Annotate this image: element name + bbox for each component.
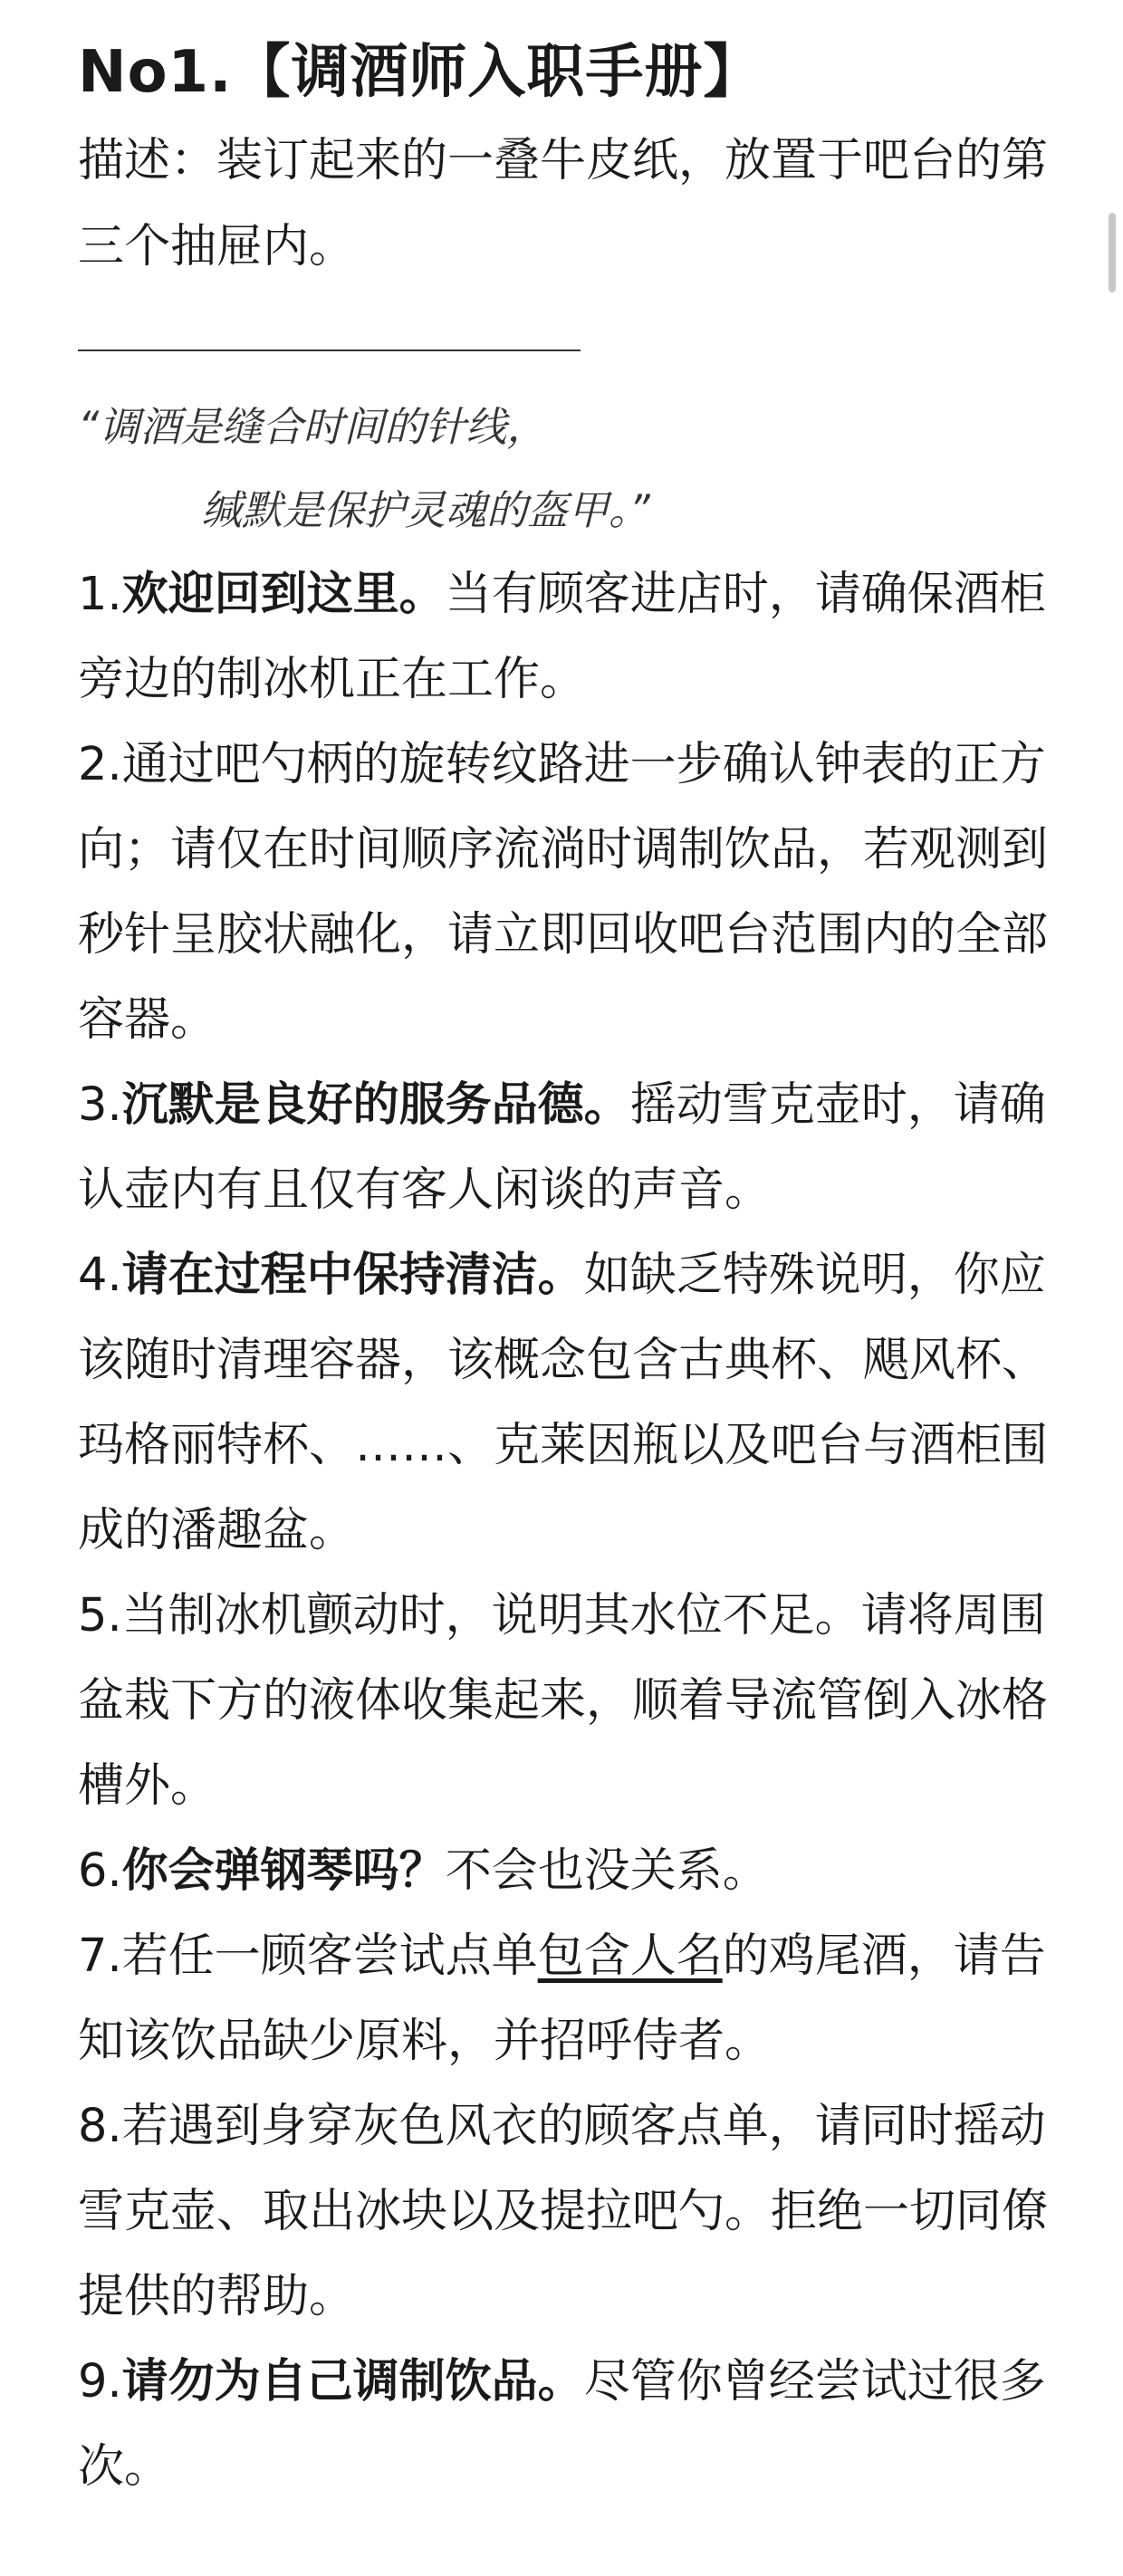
page-title: No1.【调酒师入职手册】 [78, 39, 763, 106]
rule-text: 若遇到身穿灰色风衣的顾客点单，请同时摇动雪克壶、取出冰块以及提拉吧勺。拒绝一切同僚提供的帮助。 [78, 2100, 1049, 2323]
epigraph-line-2: 缄默是保护灵魂的盔甲。” [201, 486, 650, 534]
rule-text-pre: 若任一顾客尝试点单 [121, 1930, 538, 1983]
divider [78, 350, 581, 351]
rule-number: 4. [78, 1249, 122, 1302]
rule-lead: 你会弹钢琴吗？ [121, 1844, 446, 1898]
item-description: 描述：装订起来的一叠牛皮纸，放置于吧台的第三个抽屉内。 [78, 134, 1049, 273]
epigraph-line-1: “调酒是缝合时间的针线， [78, 403, 548, 451]
rule-number: 8. [78, 2100, 122, 2153]
rule-item [78, 723, 1056, 1063]
rule-text: 当有顾客进店时，请确保酒柜旁边的制冰机正在工作。 [78, 568, 1046, 706]
rule-item [78, 2340, 1056, 2510]
rule-lead: 欢迎回到这里。 [121, 568, 446, 621]
rule-text: 尽管你曾经尝试过很多次。 [78, 2355, 1046, 2494]
rule-number: 6. [78, 1844, 122, 1898]
document [78, 27, 1056, 2510]
rule-text: 不会也没关系。 [445, 1844, 769, 1898]
rule-item [78, 1914, 1056, 2084]
rule-text: 摇动雪克壶时，请确认壶内有且仅有客人闲谈的声音。 [78, 1078, 1046, 1217]
rule-item [78, 1063, 1056, 1233]
rule-lead: 请在过程中保持清洁。 [121, 1249, 584, 1302]
rule-number: 7. [78, 1930, 122, 1983]
scrollbar-thumb[interactable] [1109, 213, 1116, 292]
rule-lead: 请勿为自己调制饮品。 [121, 2355, 584, 2408]
rule-number: 9. [78, 2355, 122, 2408]
rule-item [78, 1829, 1056, 1914]
rule-number: 2. [78, 738, 122, 791]
rule-item [78, 2084, 1056, 2340]
rules-list [78, 552, 1056, 2510]
rule-number: 1. [78, 568, 122, 621]
rule-number: 5. [78, 1589, 122, 1642]
rule-lead: 沉默是良好的服务品德。 [121, 1078, 630, 1132]
rule-text: 的鸡尾酒，请告知该饮品缺少原料，并招呼侍者。 [78, 1930, 1046, 2068]
rule-item [78, 1233, 1056, 1574]
rule-item [78, 1574, 1056, 1829]
rule-text: 当制冰机颤动时，说明其水位不足。请将周围盆栽下方的液体收集起来，顺着导流管倒入冰格槽外。 [78, 1589, 1049, 1813]
rule-text: 如缺乏特殊说明，你应该随时清理容器，该概念包含古典杯、飓风杯、玛格丽特杯、……、克莱因瓶以及吧台与酒柜围成的潘趣盆。 [78, 1249, 1049, 1557]
underlined-phrase: 包含人名 [537, 1930, 723, 1983]
rule-item [78, 552, 1056, 723]
rule-number: 3. [78, 1078, 122, 1132]
rule-text: 通过吧勺柄的旋转纹路进一步确认钟表的正方向；请仅在时间顺序流淌时调制饮品，若观测到秒针呈胶状融化，请立即回收吧台范围内的全部容器。 [78, 738, 1049, 1047]
